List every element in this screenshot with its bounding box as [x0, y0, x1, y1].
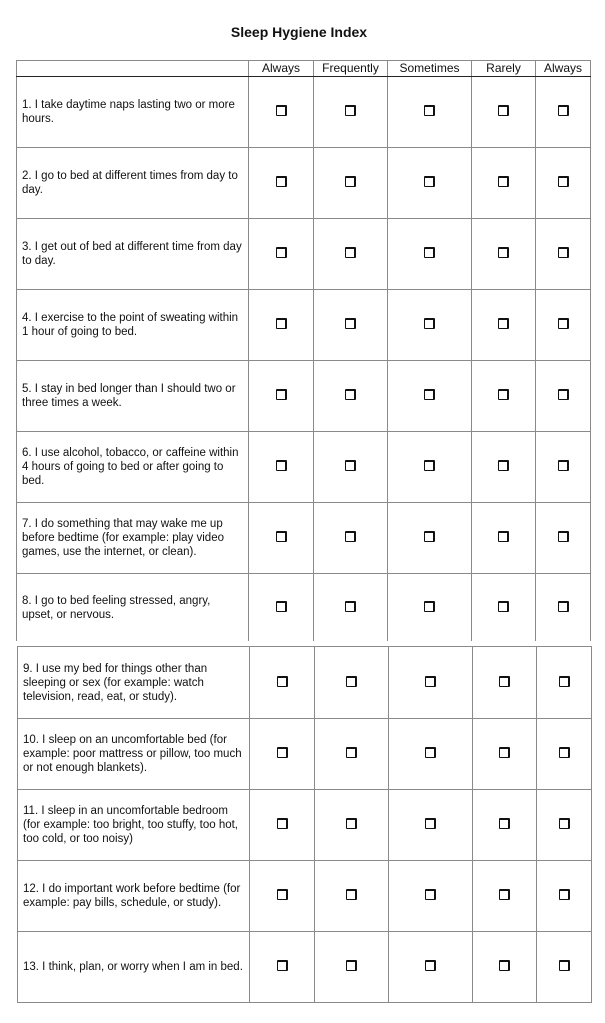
response-cell-always[interactable]: [249, 148, 314, 219]
response-cell-rarely[interactable]: [473, 719, 537, 790]
checkbox-icon[interactable]: [425, 889, 436, 900]
response-cell-rarely[interactable]: [472, 148, 536, 219]
checkbox-icon[interactable]: [424, 531, 435, 542]
checkbox-icon[interactable]: [277, 960, 288, 971]
checkbox-icon[interactable]: [558, 601, 569, 612]
question-text: 3. I get out of bed at different time from day to day.: [17, 219, 249, 290]
checkbox-icon[interactable]: [499, 676, 510, 687]
checkbox-icon[interactable]: [345, 531, 356, 542]
response-cell-frequently[interactable]: [315, 932, 389, 1003]
checkbox-icon[interactable]: [276, 389, 287, 400]
question-text: 13. I think, plan, or worry when I am in bed.: [18, 932, 250, 1003]
response-cell-always[interactable]: [249, 77, 314, 148]
checkbox-icon[interactable]: [558, 247, 569, 258]
response-cell-always-2[interactable]: [537, 719, 592, 790]
page-title: Sleep Hygiene Index: [230, 24, 368, 40]
table-header-row: [17, 61, 591, 77]
response-cell-rarely[interactable]: [472, 219, 536, 290]
response-cell-always-2[interactable]: [537, 861, 592, 932]
checkbox-icon[interactable]: [424, 105, 435, 116]
question-text: 11. I sleep in an uncomfortable bedroom (for example: too bright, too stuffy, too hot, too cold, or too noisy): [18, 790, 250, 861]
response-cell-frequently[interactable]: [314, 361, 388, 432]
question-text: 1. I take daytime naps lasting two or more hours.: [17, 77, 249, 148]
response-cell-rarely[interactable]: [472, 574, 536, 642]
response-cell-always-2[interactable]: [537, 790, 592, 861]
question-row: [17, 503, 591, 574]
question-text: 4. I exercise to the point of sweating within 1 hour of going to bed.: [17, 290, 249, 361]
checkbox-icon[interactable]: [277, 889, 288, 900]
response-cell-always-2[interactable]: [536, 77, 591, 148]
question-row: [18, 861, 592, 932]
response-cell-frequently[interactable]: [314, 432, 388, 503]
response-cell-always[interactable]: [250, 932, 315, 1003]
checkbox-icon[interactable]: [558, 105, 569, 116]
checkbox-icon[interactable]: [559, 818, 570, 829]
response-cell-always[interactable]: [249, 361, 314, 432]
question-text: 7. I do something that may wake me up before bedtime (for example: play video games, use the internet, or clean).: [17, 503, 249, 574]
response-cell-frequently[interactable]: [314, 290, 388, 361]
question-row: [17, 574, 591, 642]
checkbox-icon[interactable]: [498, 318, 509, 329]
question-row: [18, 790, 592, 861]
checkbox-icon[interactable]: [276, 318, 287, 329]
question-text: 9. I use my bed for things other than sleeping or sex (for example: watch television, read, eat, or study).: [18, 647, 250, 719]
response-cell-frequently[interactable]: [315, 647, 389, 719]
response-cell-rarely[interactable]: [473, 790, 537, 861]
checkbox-icon[interactable]: [424, 601, 435, 612]
response-cell-frequently[interactable]: [315, 861, 389, 932]
checkbox-icon[interactable]: [276, 247, 287, 258]
checkbox-icon[interactable]: [425, 818, 436, 829]
response-cell-always[interactable]: [249, 574, 314, 642]
checkbox-icon[interactable]: [345, 247, 356, 258]
question-row: [17, 290, 591, 361]
response-cell-always-2[interactable]: [536, 503, 591, 574]
checkbox-icon[interactable]: [424, 176, 435, 187]
question-row: [17, 361, 591, 432]
response-cell-always[interactable]: [250, 647, 315, 719]
checkbox-icon[interactable]: [276, 460, 287, 471]
question-row: [17, 432, 591, 503]
response-cell-always-2[interactable]: [537, 932, 592, 1003]
response-cell-sometimes[interactable]: [389, 647, 473, 719]
checkbox-icon[interactable]: [276, 601, 287, 612]
response-cell-sometimes[interactable]: [388, 503, 472, 574]
response-cell-frequently[interactable]: [314, 574, 388, 642]
question-row: [18, 932, 592, 1003]
questionnaire-table-page-2: [17, 646, 592, 1003]
response-cell-always[interactable]: [249, 219, 314, 290]
response-cell-always-2[interactable]: [536, 432, 591, 503]
response-cell-sometimes[interactable]: [388, 219, 472, 290]
checkbox-icon[interactable]: [276, 531, 287, 542]
response-cell-frequently[interactable]: [314, 77, 388, 148]
question-text: 8. I go to bed feeling stressed, angry, upset, or nervous.: [17, 574, 249, 642]
response-cell-sometimes[interactable]: [389, 719, 473, 790]
checkbox-icon[interactable]: [498, 531, 509, 542]
response-cell-rarely[interactable]: [472, 361, 536, 432]
checkbox-icon[interactable]: [499, 747, 510, 758]
questionnaire-table-page-1: [16, 60, 591, 641]
checkbox-icon[interactable]: [498, 105, 509, 116]
checkbox-icon[interactable]: [345, 601, 356, 612]
response-cell-rarely[interactable]: [472, 290, 536, 361]
response-cell-always-2[interactable]: [537, 647, 592, 719]
question-text: 12. I do important work before bedtime (for example: pay bills, schedule, or study).: [18, 861, 250, 932]
response-cell-always[interactable]: [250, 861, 315, 932]
column-header-frequently: Frequently: [314, 61, 388, 77]
checkbox-icon[interactable]: [424, 247, 435, 258]
checkbox-icon[interactable]: [499, 889, 510, 900]
checkbox-icon[interactable]: [346, 818, 357, 829]
checkbox-icon[interactable]: [277, 747, 288, 758]
checkbox-icon[interactable]: [345, 105, 356, 116]
response-cell-sometimes[interactable]: [388, 77, 472, 148]
checkbox-icon[interactable]: [558, 531, 569, 542]
checkbox-icon[interactable]: [345, 176, 356, 187]
response-cell-frequently[interactable]: [314, 219, 388, 290]
checkbox-icon[interactable]: [424, 460, 435, 471]
question-row: [17, 77, 591, 148]
response-cell-sometimes[interactable]: [388, 432, 472, 503]
checkbox-icon[interactable]: [345, 318, 356, 329]
question-row: [17, 219, 591, 290]
response-cell-always[interactable]: [250, 790, 315, 861]
question-row: [18, 647, 592, 719]
checkbox-icon[interactable]: [498, 176, 509, 187]
checkbox-icon[interactable]: [277, 676, 288, 687]
column-header-rarely: Rarely: [472, 61, 536, 77]
checkbox-icon[interactable]: [498, 389, 509, 400]
response-cell-always-2[interactable]: [536, 148, 591, 219]
checkbox-icon[interactable]: [499, 818, 510, 829]
checkbox-icon[interactable]: [346, 889, 357, 900]
question-text: 6. I use alcohol, tobacco, or caffeine within 4 hours of going to bed or after going to bed.: [17, 432, 249, 503]
checkbox-icon[interactable]: [559, 960, 570, 971]
response-cell-rarely[interactable]: [473, 647, 537, 719]
checkbox-icon[interactable]: [558, 460, 569, 471]
checkbox-icon[interactable]: [346, 676, 357, 687]
checkbox-icon[interactable]: [558, 318, 569, 329]
checkbox-icon[interactable]: [559, 747, 570, 758]
checkbox-icon[interactable]: [424, 389, 435, 400]
question-text: 2. I go to bed at different times from day to day.: [17, 148, 249, 219]
response-cell-sometimes[interactable]: [388, 290, 472, 361]
checkbox-icon[interactable]: [346, 960, 357, 971]
question-row: [17, 148, 591, 219]
response-cell-always-2[interactable]: [536, 219, 591, 290]
response-cell-always[interactable]: [250, 719, 315, 790]
checkbox-icon[interactable]: [499, 960, 510, 971]
checkbox-icon[interactable]: [558, 176, 569, 187]
response-cell-always[interactable]: [249, 503, 314, 574]
checkbox-icon[interactable]: [276, 176, 287, 187]
checkbox-icon[interactable]: [498, 247, 509, 258]
checkbox-icon[interactable]: [276, 105, 287, 116]
response-cell-sometimes[interactable]: [389, 861, 473, 932]
response-cell-sometimes[interactable]: [388, 361, 472, 432]
response-cell-always-2[interactable]: [536, 290, 591, 361]
checkbox-icon[interactable]: [425, 676, 436, 687]
response-cell-rarely[interactable]: [473, 861, 537, 932]
response-cell-frequently[interactable]: [315, 790, 389, 861]
column-header-sometimes: Sometimes: [388, 61, 472, 77]
checkbox-icon[interactable]: [559, 676, 570, 687]
response-cell-sometimes[interactable]: [389, 790, 473, 861]
response-cell-sometimes[interactable]: [388, 574, 472, 642]
checkbox-icon[interactable]: [559, 889, 570, 900]
response-cell-rarely[interactable]: [473, 932, 537, 1003]
checkbox-icon[interactable]: [558, 389, 569, 400]
checkbox-icon[interactable]: [346, 747, 357, 758]
response-cell-always-2[interactable]: [536, 361, 591, 432]
checkbox-icon[interactable]: [425, 960, 436, 971]
checkbox-icon[interactable]: [424, 318, 435, 329]
response-cell-rarely[interactable]: [472, 503, 536, 574]
column-header-always-2: Always: [536, 61, 591, 77]
checkbox-icon[interactable]: [498, 460, 509, 471]
response-cell-rarely[interactable]: [472, 432, 536, 503]
question-text: 10. I sleep on an uncomfortable bed (for example: poor mattress or pillow, too much or not enough blankets).: [18, 719, 250, 790]
question-row: [18, 719, 592, 790]
checkbox-icon[interactable]: [345, 460, 356, 471]
checkbox-icon[interactable]: [277, 818, 288, 829]
checkbox-icon[interactable]: [425, 747, 436, 758]
response-cell-always-2[interactable]: [536, 574, 591, 642]
response-cell-frequently[interactable]: [314, 148, 388, 219]
checkbox-icon[interactable]: [498, 601, 509, 612]
question-text: 5. I stay in bed longer than I should two or three times a week.: [17, 361, 249, 432]
checkbox-icon[interactable]: [345, 389, 356, 400]
column-header-always: Always: [249, 61, 314, 77]
response-cell-always[interactable]: [249, 290, 314, 361]
response-cell-always[interactable]: [249, 432, 314, 503]
response-cell-sometimes[interactable]: [388, 148, 472, 219]
response-cell-frequently[interactable]: [314, 503, 388, 574]
response-cell-sometimes[interactable]: [389, 932, 473, 1003]
column-header-item: [17, 61, 249, 77]
response-cell-rarely[interactable]: [472, 77, 536, 148]
response-cell-frequently[interactable]: [315, 719, 389, 790]
